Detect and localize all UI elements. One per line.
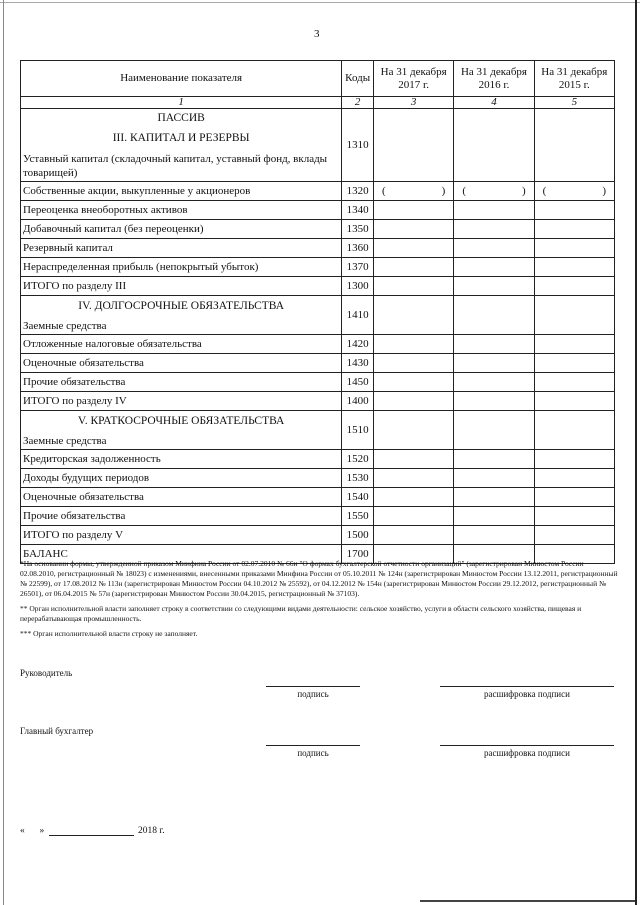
value-2015[interactable] — [534, 109, 614, 182]
row-name: Добавочный капитал (без переоценки) — [21, 220, 342, 239]
accountant-signature-line[interactable] — [266, 745, 360, 746]
value-2017[interactable] — [374, 526, 454, 545]
row-code: 1430 — [342, 354, 374, 373]
value-2017[interactable] — [374, 450, 454, 469]
date-close-quote: » — [39, 826, 45, 836]
table-row — [21, 182, 615, 201]
row-code: 1310 — [342, 109, 374, 182]
value-2015[interactable] — [534, 488, 614, 507]
value-2016[interactable] — [454, 507, 534, 526]
value-2015[interactable] — [534, 526, 614, 545]
table-row — [21, 277, 615, 296]
table-row — [21, 296, 615, 335]
column-number: 3 — [374, 97, 454, 109]
column-number: 1 — [21, 97, 342, 109]
row-code: 1420 — [342, 335, 374, 354]
paren-open: ( — [542, 185, 547, 197]
table-row — [21, 220, 615, 239]
table-row — [21, 411, 615, 450]
row-name: Собственные акции, выкупленные у акционеров — [21, 182, 342, 201]
header-code: Коды — [342, 61, 374, 97]
row-code: 1550 — [342, 507, 374, 526]
accountant-label: Главный бухгалтер — [20, 726, 94, 736]
row-name: ИТОГО по разделу V — [21, 526, 342, 545]
head-label: Руководитель — [20, 668, 73, 678]
row-code: 1400 — [342, 392, 374, 411]
row-name: Нераспределенная прибыль (непокрытый убыток) — [21, 258, 342, 277]
head-decoding-caption: расшифровка подписи — [484, 689, 570, 699]
value-2015[interactable] — [534, 239, 614, 258]
table-row — [21, 469, 615, 488]
header-name: Наименование показателя — [21, 61, 342, 97]
row-name: Кредиторская задолженность — [21, 450, 342, 469]
date-open-quote: « — [20, 826, 25, 836]
row-name: ИТОГО по разделу IV — [21, 392, 342, 411]
row-code: 1340 — [342, 201, 374, 220]
column-number: 2 — [342, 97, 374, 109]
header-2015: На 31 декабря 2015 г. — [534, 61, 614, 97]
table-row — [21, 201, 615, 220]
value-2016[interactable] — [454, 373, 534, 392]
value-2016[interactable] — [454, 109, 534, 182]
value-2016[interactable] — [454, 239, 534, 258]
row-code: 1360 — [342, 239, 374, 258]
section-passive-title: ПАССИВ — [157, 112, 205, 124]
value-2015[interactable] — [534, 201, 614, 220]
value-2015[interactable] — [534, 392, 614, 411]
value-2017[interactable] — [374, 335, 454, 354]
table-row — [21, 488, 615, 507]
value-2015[interactable] — [534, 277, 614, 296]
row-name: Отложенные налоговые обязательства — [21, 335, 342, 354]
table-row — [21, 239, 615, 258]
value-2016[interactable] — [454, 488, 534, 507]
value-2015[interactable] — [534, 373, 614, 392]
row-code: 1500 — [342, 526, 374, 545]
row-name: Прочие обязательства — [21, 373, 342, 392]
row-name: ИТОГО по разделу III — [21, 277, 342, 296]
row-code: 1320 — [342, 182, 374, 201]
table-row — [21, 526, 615, 545]
value-2016[interactable] — [454, 392, 534, 411]
section-4-title: IV. ДОЛГОСРОЧНЫЕ ОБЯЗАТЕЛЬСТВА — [78, 300, 285, 312]
header-2016: На 31 декабря 2016 г. — [454, 61, 534, 97]
row-name: БАЛАНС — [21, 545, 342, 564]
value-2016[interactable] — [454, 526, 534, 545]
value-2015[interactable] — [534, 507, 614, 526]
value-2016[interactable] — [454, 220, 534, 239]
page-border-bottom — [420, 900, 635, 902]
value-2017[interactable] — [374, 488, 454, 507]
paren-close: ) — [521, 185, 526, 197]
value-2016[interactable] — [454, 201, 534, 220]
table-row — [21, 335, 615, 354]
row-name: Прочие обязательства — [21, 507, 342, 526]
row-code: 1520 — [342, 450, 374, 469]
value-2017[interactable] — [374, 258, 454, 277]
header-2017: На 31 декабря 2017 г. — [374, 61, 454, 97]
value-2017[interactable] — [374, 220, 454, 239]
row-code: 1410 — [342, 296, 374, 335]
head-decoding-line[interactable] — [440, 686, 614, 687]
table-row — [21, 507, 615, 526]
value-2017[interactable] — [374, 296, 454, 335]
row-name: Заемные средства — [23, 320, 107, 332]
value-2017[interactable] — [374, 277, 454, 296]
value-2015[interactable] — [534, 220, 614, 239]
value-2017[interactable] — [374, 373, 454, 392]
value-2017[interactable] — [374, 507, 454, 526]
value-2015[interactable] — [534, 258, 614, 277]
row-code: 1700 — [342, 545, 374, 564]
row-name: Оценочные обязательства — [21, 354, 342, 373]
page-border-right — [635, 0, 637, 905]
head-signature-line[interactable] — [266, 686, 360, 687]
value-2017[interactable] — [374, 239, 454, 258]
page-number: 3 — [314, 28, 320, 40]
row-name: Доходы будущих периодов — [21, 469, 342, 488]
value-2016[interactable] — [454, 277, 534, 296]
value-2017[interactable] — [374, 182, 454, 201]
section-5-title: V. КРАТКОСРОЧНЫЕ ОБЯЗАТЕЛЬСТВА — [77, 415, 285, 427]
value-2017[interactable] — [374, 392, 454, 411]
footnote-1: *На основании формы, утвержденной приказом Минфина России от 02.07.2010 № 66н "О формах бухгалтерской отчетности организаций" (зарегистрирован Минюстом России 02.08.2010, регистрационный № 18023) с изменениями, внесенными приказами Минфина России от 05.10.2011 № 124н (зарегистрирован Минюстом России 13.12.2011, регистрационный № 22599), от 17.08.2012 № 113н (зарегистрирован Минюстом России 04.10.2012 № 25592), от 04.12.2012 № 154н (зарегистрирован Минюстом России 29.12.2012, регистрационный № 26501), от 06.04.2015 № 57н (зарегистрирован Минюстом России 30.04.2015, регистрационный № 37103). — [20, 559, 618, 598]
section-3-title: III. КАПИТАЛ И РЕЗЕРВЫ — [112, 132, 250, 144]
paren-close: ) — [441, 185, 446, 197]
value-2016[interactable] — [454, 469, 534, 488]
paren-open: ( — [382, 185, 386, 197]
paren-close: ) — [602, 185, 606, 197]
paren-open: ( — [462, 185, 466, 197]
row-code: 1450 — [342, 373, 374, 392]
accountant-decoding-line[interactable] — [440, 745, 614, 746]
row-name: Уставный капитал (складочный капитал, уставный фонд, вклады товарищей) — [23, 153, 328, 179]
value-2016[interactable] — [454, 411, 534, 450]
date-month-blank[interactable] — [49, 826, 134, 836]
row-name: Заемные средства — [23, 435, 107, 447]
value-2015[interactable] — [534, 335, 614, 354]
date-line — [20, 826, 165, 836]
row-code: 1300 — [342, 277, 374, 296]
value-2017[interactable] — [374, 354, 454, 373]
footnote-3: *** Орган исполнительной власти строку не заполняет. — [20, 629, 198, 638]
value-2016[interactable] — [454, 182, 534, 201]
accountant-signature-caption: подпись — [297, 748, 329, 758]
head-signature-caption: подпись — [297, 689, 329, 699]
row-name: Резервный капитал — [21, 239, 342, 258]
value-2015[interactable] — [534, 182, 614, 201]
row-name: Оценочные обязательства — [21, 488, 342, 507]
row-code: 1370 — [342, 258, 374, 277]
value-2016[interactable] — [454, 335, 534, 354]
row-code: 1540 — [342, 488, 374, 507]
value-2015[interactable] — [534, 354, 614, 373]
column-number-row — [21, 97, 615, 109]
row-code: 1530 — [342, 469, 374, 488]
table-row — [21, 373, 615, 392]
table-row — [21, 109, 615, 182]
row-code: 1510 — [342, 411, 374, 450]
column-number: 5 — [534, 97, 614, 109]
row-code: 1350 — [342, 220, 374, 239]
value-2016[interactable] — [454, 450, 534, 469]
row-name: Переоценка внеоборотных активов — [21, 201, 342, 220]
value-2017[interactable] — [374, 469, 454, 488]
value-2017[interactable] — [374, 411, 454, 450]
accountant-decoding-caption: расшифровка подписи — [484, 748, 570, 758]
value-2016[interactable] — [454, 296, 534, 335]
value-2015[interactable] — [534, 411, 614, 450]
table-row — [21, 392, 615, 411]
column-number: 4 — [454, 97, 534, 109]
value-2017[interactable] — [374, 201, 454, 220]
table-row — [21, 258, 615, 277]
value-2016[interactable] — [454, 258, 534, 277]
table-row — [21, 354, 615, 373]
footnote-2: ** Орган исполнительной власти заполняет строку в соответствии со следующими видами деятельности: сельское хозяйство, услуги в области сельского хозяйства, пищевая и перерабатывающая промышленность. — [20, 604, 582, 623]
table-row — [21, 450, 615, 469]
value-2017[interactable] — [374, 109, 454, 182]
page-border-top — [0, 2, 640, 3]
value-2015[interactable] — [534, 296, 614, 335]
header-row — [21, 61, 615, 97]
balance-sheet-table — [20, 60, 615, 564]
footnotes — [20, 559, 620, 644]
value-2016[interactable] — [454, 354, 534, 373]
value-2015[interactable] — [534, 469, 614, 488]
page-border-left — [3, 0, 4, 905]
value-2015[interactable] — [534, 450, 614, 469]
date-year: 2018 г. — [138, 826, 165, 836]
